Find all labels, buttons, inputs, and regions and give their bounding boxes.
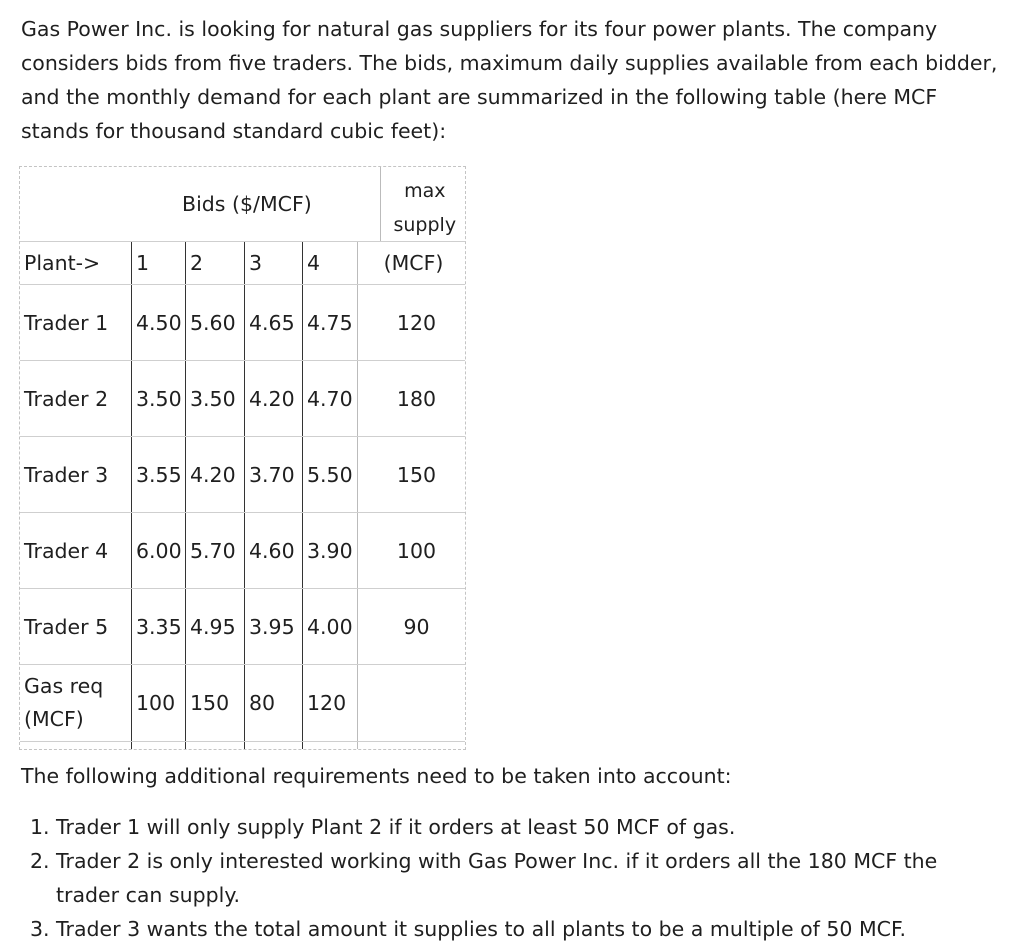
plant-number: 3	[244, 242, 302, 284]
bids-header: Bids ($/MCF)	[109, 167, 379, 241]
bid-cell: 3.35	[131, 589, 185, 664]
footer-cell	[357, 742, 463, 749]
bid-cell: 4.65	[244, 285, 302, 360]
footer-cell	[185, 742, 244, 749]
bid-cell: 3.55	[131, 437, 185, 512]
list-item	[30, 912, 1006, 946]
gas-req-label-line: (MCF)	[24, 707, 84, 731]
trader-name: Trader 1	[24, 310, 109, 335]
bids-table	[19, 166, 466, 750]
footer-cell	[20, 742, 131, 749]
bid-cell: 5.70	[185, 513, 244, 588]
footer-cell	[244, 742, 302, 749]
list-item-number: 2.	[30, 849, 50, 873]
plant-label: Plant->	[24, 251, 101, 275]
gas-req-cell: 80	[244, 665, 302, 741]
header-empty-cell	[20, 167, 109, 241]
list-item-number: 3.	[30, 917, 50, 941]
bid-cell: 4.60	[244, 513, 302, 588]
gas-requirement-row	[20, 665, 465, 742]
table-footer-row	[20, 742, 465, 749]
table-row	[20, 285, 465, 361]
table-header-row	[20, 167, 465, 242]
list-item-number: 1.	[30, 815, 50, 839]
list-item-text: Trader 2 is only interested working with Gas Power Inc. if it orders all the 180 MCF the trader can supply.	[56, 849, 938, 907]
footer-cell	[131, 742, 185, 749]
trader-name: Trader 5	[24, 614, 109, 639]
intro-paragraph: Gas Power Inc. is looking for natural gas suppliers for its four power plants. The company considers bids from five traders. The bids, maximum daily supplies available from each bidder, and the monthly demand for each plant are summarized in the following table (here MCF stands for thousand standard cubic feet):	[21, 17, 998, 143]
bid-cell: 4.00	[302, 589, 357, 664]
table-row	[20, 437, 465, 513]
trader-name: Trader 3	[24, 462, 109, 487]
gas-req-label-line: Gas req	[24, 674, 104, 698]
requirements-list	[30, 810, 1006, 946]
table-row	[20, 513, 465, 589]
max-supply-cell: 180	[357, 361, 463, 436]
list-item	[30, 810, 1006, 844]
bid-cell: 4.75	[302, 285, 357, 360]
list-item-text: Trader 1 will only supply Plant 2 if it orders at least 50 MCF of gas.	[56, 815, 736, 839]
plant-number: 1	[131, 242, 185, 284]
footer-cell	[302, 742, 357, 749]
bid-cell: 4.95	[185, 589, 244, 664]
bid-cell: 4.20	[244, 361, 302, 436]
bid-cell: 4.50	[131, 285, 185, 360]
plant-number: 2	[185, 242, 244, 284]
gas-req-cell: 100	[131, 665, 185, 741]
gas-req-cell: 150	[185, 665, 244, 741]
gas-req-empty-cell	[357, 665, 463, 741]
table-row	[20, 361, 465, 437]
requirements-intro: The following additional requirements need to be taken into account:	[21, 764, 732, 788]
max-supply-header-line: max	[404, 180, 446, 202]
list-item-text: Trader 3 wants the total amount it supplies to all plants to be a multiple of 50 MCF.	[56, 917, 906, 941]
max-supply-unit: (MCF)	[357, 242, 463, 284]
bid-cell: 3.95	[244, 589, 302, 664]
bid-cell: 3.90	[302, 513, 357, 588]
list-item	[30, 844, 1006, 912]
bid-cell: 6.00	[131, 513, 185, 588]
max-supply-cell: 150	[357, 437, 463, 512]
max-supply-cell: 100	[357, 513, 463, 588]
max-supply-header-line: supply	[393, 214, 457, 236]
max-supply-header	[380, 167, 465, 241]
table-row	[20, 589, 465, 665]
bid-cell: 4.20	[185, 437, 244, 512]
bid-cell: 3.50	[185, 361, 244, 436]
plant-header-row	[20, 242, 465, 285]
bid-cell: 5.50	[302, 437, 357, 512]
bid-cell: 4.70	[302, 361, 357, 436]
max-supply-cell: 120	[357, 285, 463, 360]
bid-cell: 5.60	[185, 285, 244, 360]
gas-req-label	[20, 665, 131, 741]
gas-req-label-text	[24, 670, 103, 736]
trader-name: Trader 4	[24, 538, 109, 563]
bid-cell: 3.50	[131, 361, 185, 436]
gas-req-cell: 120	[302, 665, 357, 741]
plant-number: 4	[302, 242, 357, 284]
max-supply-cell: 90	[357, 589, 463, 664]
trader-name: Trader 2	[24, 386, 109, 411]
bid-cell: 3.70	[244, 437, 302, 512]
